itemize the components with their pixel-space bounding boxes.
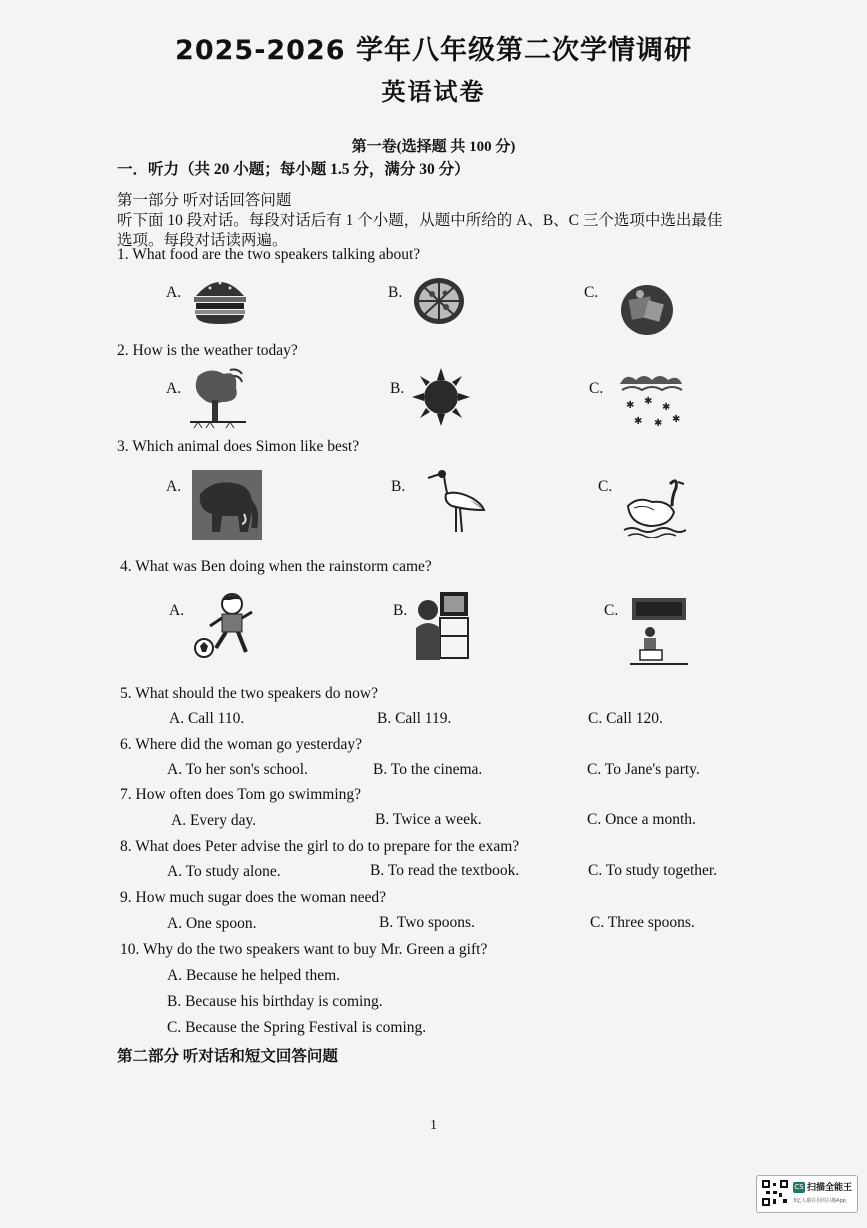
- q7-option-c: C. Once a month.: [587, 811, 696, 828]
- cake-icon: [620, 280, 674, 336]
- q10-option-a: A. Because he helped them.: [167, 967, 341, 984]
- q2-option-b-label: B.: [390, 380, 405, 397]
- question-8: 8. What does Peter advise the girl to do to prepare for the exam?: [120, 838, 520, 855]
- q3-option-b-label: B.: [391, 478, 406, 495]
- svg-text:✱: ✱: [662, 402, 671, 413]
- instructions-line2: 选项。每段对话读两遍。: [117, 232, 288, 249]
- q10-option-b: B. Because his birthday is coming.: [167, 993, 383, 1010]
- crane-bird-icon: [426, 466, 486, 536]
- q7-option-b: B. Twice a week.: [375, 811, 482, 828]
- elephant-icon: [192, 470, 262, 540]
- q1-option-b-label: B.: [388, 284, 403, 301]
- question-1: 1. What food are the two speakers talking about?: [117, 246, 421, 263]
- hamburger-icon: [192, 272, 248, 326]
- q6-option-b: B. To the cinema.: [373, 761, 483, 778]
- section-heading: 第一卷(选择题 共 100 分): [351, 139, 516, 155]
- windy-tree-icon: [190, 366, 246, 430]
- page-number: 1: [430, 1118, 437, 1133]
- svg-text:✱: ✱: [644, 396, 653, 407]
- part2-heading: 第二部分 听对话和短文回答问题: [117, 1048, 338, 1065]
- q6-option-a: A. To her son's school.: [167, 761, 308, 778]
- q7-option-a: A. Every day.: [171, 812, 257, 829]
- q3-option-c-label: C.: [598, 478, 613, 495]
- instructions-line1: 听下面 10 段对话。每段对话后有 1 个小题，从题中所给的 A、B、C 三个选项中选出最佳: [117, 212, 723, 229]
- q4-option-c-label: C.: [604, 602, 619, 619]
- q1-option-a-label: A.: [166, 284, 182, 301]
- swan-icon: [622, 476, 686, 538]
- q1-option-c-label: C.: [584, 284, 599, 301]
- q8-option-a: A. To study alone.: [167, 863, 281, 880]
- q5-option-a: A. Call 110.: [169, 710, 245, 727]
- svg-text:✱: ✱: [672, 414, 681, 425]
- question-10: 10. Why do the two speakers want to buy Mr. Green a gift?: [120, 941, 488, 958]
- snow-icon: [618, 372, 684, 432]
- question-5: 5. What should the two speakers do now?: [120, 685, 378, 702]
- svg-text:✱: ✱: [634, 416, 643, 427]
- q4-option-b-label: B.: [393, 602, 408, 619]
- q9-option-b: B. Two spoons.: [379, 914, 475, 931]
- listening-heading: 一．听力（共 20 小题；每小题 1.5 分，满分 30 分）: [117, 161, 470, 178]
- scanner-watermark: [756, 1175, 858, 1213]
- scanner-tagline: 3亿人都在用的扫描App: [793, 1198, 846, 1204]
- question-2: 2. How is the weather today?: [117, 342, 298, 359]
- q10-option-c: C. Because the Spring Festival is coming.: [167, 1019, 427, 1036]
- q4-option-a-label: A.: [169, 602, 185, 619]
- q3-option-a-label: A.: [166, 478, 182, 495]
- exam-subtitle: 英语试卷: [381, 78, 486, 106]
- q9-option-c: C. Three spoons.: [590, 914, 695, 931]
- q5-option-c: C. Call 120.: [588, 710, 663, 727]
- cs-logo-icon: CS: [794, 1183, 804, 1191]
- q2-option-c-label: C.: [589, 380, 604, 397]
- watching-tv-icon: [414, 588, 470, 660]
- q5-option-b: B. Call 119.: [377, 710, 452, 727]
- scanner-app-name: 扫描全能王: [807, 1183, 853, 1193]
- q9-option-a: A. One spoon.: [167, 915, 257, 932]
- question-4: 4. What was Ben doing when the rainstorm came?: [120, 558, 432, 575]
- q6-option-c: C. To Jane's party.: [587, 761, 700, 778]
- pizza-icon: [412, 276, 466, 326]
- svg-text:✱: ✱: [626, 400, 635, 411]
- question-3: 3. Which animal does Simon like best?: [117, 438, 360, 455]
- sun-icon: [412, 368, 470, 426]
- student-desk-icon: [630, 596, 688, 666]
- question-9: 9. How much sugar does the woman need?: [120, 889, 387, 906]
- qr-code-icon: [761, 1179, 789, 1207]
- exam-title: 2025-2026 学年八年级第二次学情调研: [175, 35, 692, 66]
- q8-option-c: C. To study together.: [588, 862, 718, 879]
- football-boy-icon: [192, 592, 258, 660]
- svg-text:✱: ✱: [654, 418, 663, 429]
- q8-option-b: B. To read the textbook.: [370, 862, 520, 879]
- question-6: 6. Where did the woman go yesterday?: [120, 736, 363, 753]
- question-7: 7. How often does Tom go swimming?: [120, 786, 362, 803]
- part1-heading: 第一部分 听对话回答问题: [117, 192, 292, 209]
- q2-option-a-label: A.: [166, 380, 182, 397]
